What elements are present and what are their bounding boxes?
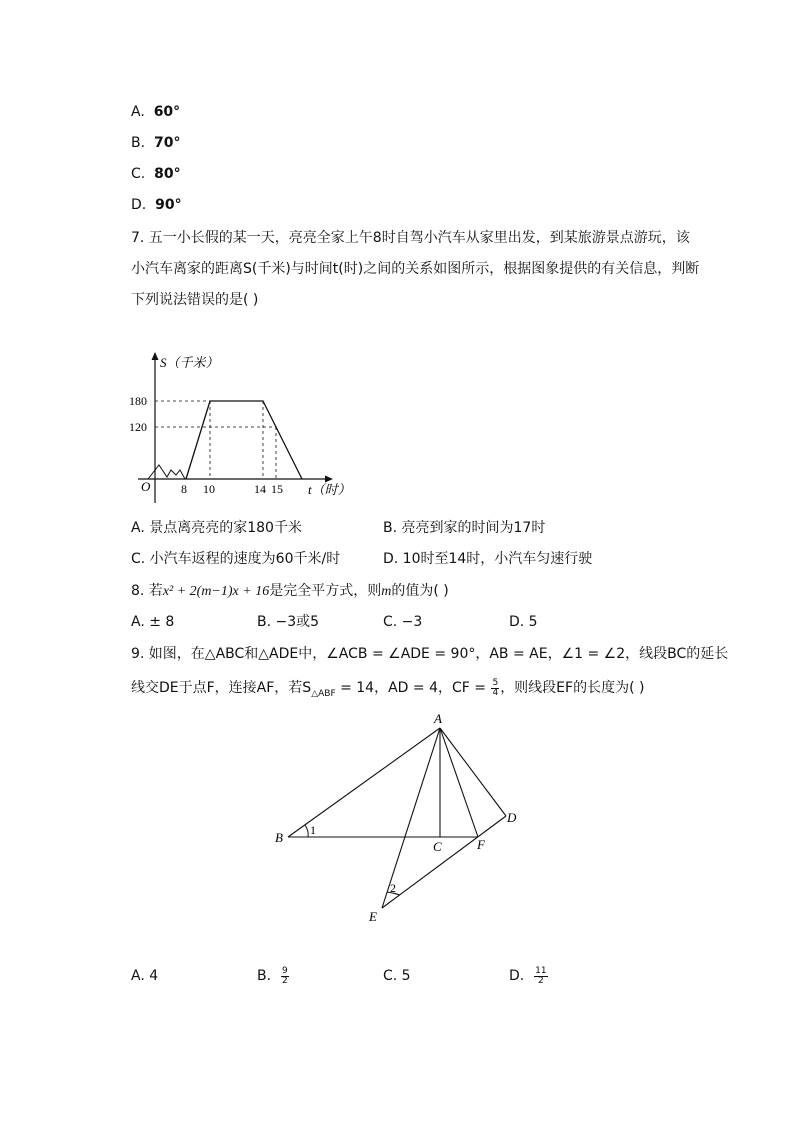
q9-option-d: D. $\frac{11}{2}$ xyxy=(509,965,547,986)
label-angle-1: 1 xyxy=(310,823,316,837)
x-tick-10: 10 xyxy=(203,482,215,496)
q8-stem: 8. 若x² + 2(m−1)x + 16是完全平方式，则m的值为( ) xyxy=(131,583,449,599)
q7-option-d: D. 10时至14时，小汽车匀速行驶 xyxy=(383,551,593,567)
q8-option-d: D. 5 xyxy=(509,614,538,630)
q6-option-c: C. 80° xyxy=(131,166,181,182)
y-axis-label: S（千米） xyxy=(160,355,219,370)
label-b: B xyxy=(275,830,283,845)
label-e: E xyxy=(369,909,377,924)
segment-ad xyxy=(440,728,506,816)
q7-stem-line2: 小汽车离家的距离S(千米)与时间t(时)之间的关系如图所示，根据图象提供的有关信息，判断 xyxy=(131,261,700,277)
q7-stem-line1: 7. 五一小长假的某一天，亮亮全家上午8时自驾小汽车从家里出发，到某旅游景点游玩，该 xyxy=(131,230,690,246)
q9-stem-line1: 9. 如图，在△ABC和△ADE中，∠ACB = ∠ADE = 90°，AB = AE，∠1 = ∠2，线段BC的延长 xyxy=(131,646,729,662)
angle-1-arc xyxy=(305,825,308,837)
q9-option-a: A. 4 xyxy=(131,968,159,984)
q9-option-b: B. $\frac{9}{2}$ xyxy=(257,965,288,986)
q8-option-c: C. −3 xyxy=(383,614,423,630)
x-tick-8: 8 xyxy=(181,482,187,496)
q8-option-a: A. ± 8 xyxy=(131,614,175,630)
axis-break-zigzag xyxy=(148,465,185,479)
label-angle-2: 2 xyxy=(390,881,396,895)
q7-stem-line3: 下列说法错误的是( ) xyxy=(131,292,259,308)
x-tick-14: 14 xyxy=(254,482,266,496)
q6-option-a: A. 60° xyxy=(131,104,181,120)
label-f: F xyxy=(477,837,485,852)
x-tick-15: 15 xyxy=(271,482,283,496)
q8-option-b: B. −3或5 xyxy=(257,614,320,630)
q7-option-c: C. 小汽车返程的速度为60千米/时 xyxy=(131,551,341,567)
q9-geometry-figure xyxy=(268,710,528,925)
q7-option-b: B. 亮亮到家的时间为17时 xyxy=(383,520,546,536)
y-tick-120: 120 xyxy=(129,420,147,434)
y-tick-180: 180 xyxy=(129,394,147,408)
label-c: C xyxy=(433,839,442,854)
q9-stem-line2: 线交DE于点F，连接AF，若$S_{\triangle ABF} = 14$，AD = 4，CF = $\frac{5}{4}$ ，则线段EF的长度为( ) xyxy=(131,677,645,699)
q7-option-a: A. 景点离亮亮的家180千米 xyxy=(131,520,302,536)
x-axis-label: t（时） xyxy=(308,482,351,497)
q7-distance-time-graph xyxy=(128,348,358,508)
q6-option-b: B. 70° xyxy=(131,135,181,151)
q9-option-c: C. 5 xyxy=(383,968,411,984)
distance-graph-line xyxy=(186,401,302,479)
origin-label: O xyxy=(141,479,151,494)
segment-de xyxy=(382,816,506,908)
segment-af xyxy=(440,728,478,837)
option-b-fraction: $\frac{9}{2}$ xyxy=(281,965,288,986)
segment-ab xyxy=(288,728,440,837)
cf-fraction: $\frac{5}{4}$ xyxy=(492,677,499,698)
y-axis-arrow xyxy=(152,352,159,360)
label-d: D xyxy=(507,810,517,825)
q6-option-d: D. 90° xyxy=(131,197,182,213)
option-d-fraction: $\frac{11}{2}$ xyxy=(535,965,547,986)
label-a: A xyxy=(434,711,442,726)
